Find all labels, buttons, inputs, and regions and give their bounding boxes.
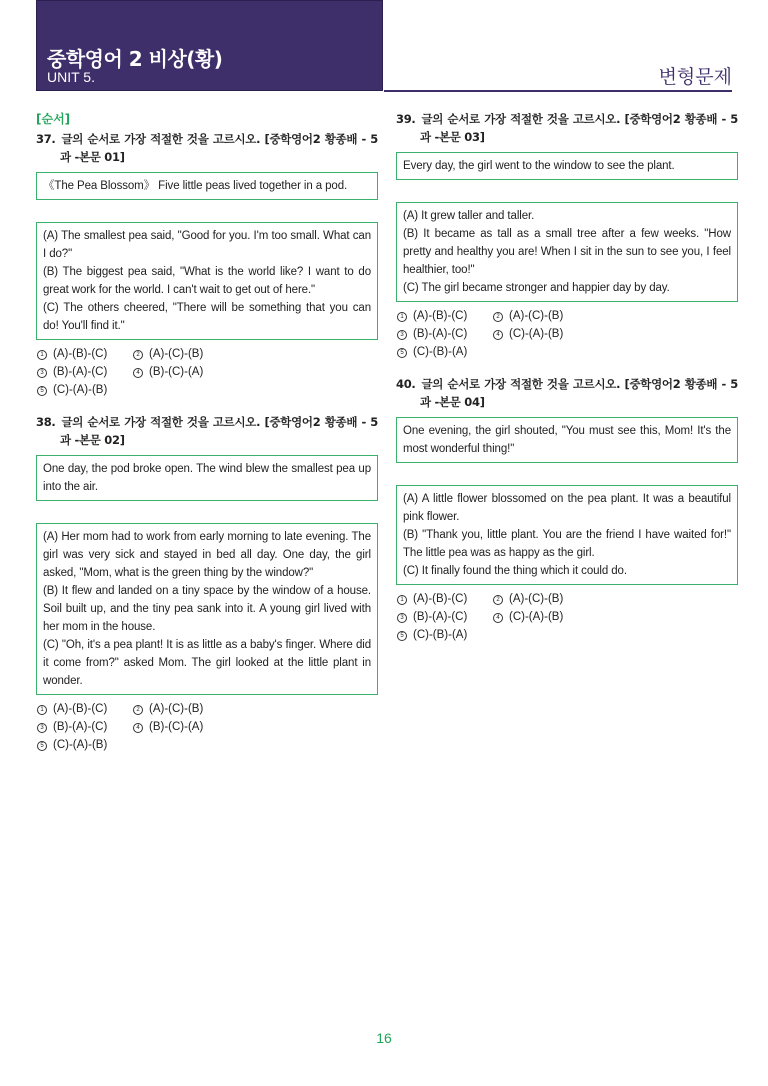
answer-option[interactable] xyxy=(397,307,493,325)
section-title: 변형문제 xyxy=(658,66,732,88)
passage-paragraph: (B) The biggest pea said, "What is the world like? I want to do great work for the world. I can't wait to get out of here." xyxy=(43,266,371,296)
left-column xyxy=(36,110,378,768)
option-number-circle: 5 xyxy=(37,386,47,396)
option-number-circle: 2 xyxy=(493,312,503,322)
passage-paragraphs-box xyxy=(396,202,738,302)
option-text: (A)-(B)-(C) xyxy=(413,310,468,322)
option-text: (A)-(B)-(C) xyxy=(413,593,468,605)
option-text: (C)-(A)-(B) xyxy=(509,328,564,340)
answer-option[interactable] xyxy=(133,363,229,381)
answer-option[interactable] xyxy=(397,626,493,644)
passage-intro-box: One evening, the girl shouted, "You must see this, Mom! It's the most wonderful thing!" xyxy=(396,417,738,463)
option-number-circle: 1 xyxy=(37,705,47,715)
header-divider xyxy=(384,90,732,92)
option-text: (A)-(B)-(C) xyxy=(53,348,108,360)
passage-paragraph: (A) A little flower blossomed on the pea plant. It was a beautiful pink flower. xyxy=(403,493,731,523)
answer-option[interactable] xyxy=(37,700,133,718)
question-number: 40. xyxy=(396,377,416,391)
option-number-circle: 5 xyxy=(397,348,407,358)
question-text: 글의 순서로 가장 적절한 것을 고르시오. [중학영어2 황종배 - 5과 -본문 01] xyxy=(60,132,378,164)
option-text: (A)-(C)-(B) xyxy=(149,348,204,360)
passage-paragraph: (A) The smallest pea said, "Good for you. I'm too small. What can I do?" xyxy=(43,230,371,260)
option-text: (B)-(C)-(A) xyxy=(149,366,204,378)
passage-paragraph: (A) Her mom had to work from early morning to late evening. The girl was very sick and stayed in bed all day. One day, the girl asked, "Mom, what is the green thing by the window?" xyxy=(43,531,371,579)
question-instruction xyxy=(36,413,378,449)
book-title: 중학영어 2 비상(황) xyxy=(47,47,223,71)
question-block xyxy=(36,130,378,399)
passage-intro-box: Every day, the girl went to the window to see the plant. xyxy=(396,152,738,180)
answer-options xyxy=(36,345,378,399)
option-number-circle: 1 xyxy=(397,312,407,322)
answer-option[interactable] xyxy=(397,343,493,361)
option-number-circle: 2 xyxy=(133,350,143,360)
question-text: 글의 순서로 가장 적절한 것을 고르시오. [중학영어2 황종배 - 5과 -본문 02] xyxy=(60,415,378,447)
passage-intro-box: One day, the pod broke open. The wind blew the smallest pea up into the air. xyxy=(36,455,378,501)
question-text: 글의 순서로 가장 적절한 것을 고르시오. [중학영어2 황종배 - 5과 -본문 03] xyxy=(420,112,738,144)
option-text: (C)-(B)-(A) xyxy=(413,629,468,641)
option-number-circle: 5 xyxy=(37,741,47,751)
option-number-circle: 3 xyxy=(37,368,47,378)
question-instruction xyxy=(396,110,738,146)
page-number: 16 xyxy=(376,1030,392,1046)
answer-option[interactable] xyxy=(493,325,589,343)
passage-paragraph: (A) It grew taller and taller. xyxy=(403,210,535,222)
option-text: (C)-(A)-(B) xyxy=(509,611,564,623)
answer-options xyxy=(396,590,738,644)
answer-option[interactable] xyxy=(493,608,589,626)
question-number: 38. xyxy=(36,415,56,429)
option-number-circle: 1 xyxy=(37,350,47,360)
answer-option[interactable] xyxy=(493,590,589,608)
answer-option[interactable] xyxy=(37,718,133,736)
option-number-circle: 4 xyxy=(133,723,143,733)
answer-option[interactable] xyxy=(37,345,133,363)
unit-title: UNIT 5. xyxy=(47,69,95,85)
option-text: (A)-(C)-(B) xyxy=(149,703,204,715)
option-number-circle: 3 xyxy=(397,613,407,623)
answer-option[interactable] xyxy=(133,700,229,718)
answer-option[interactable] xyxy=(133,345,229,363)
question-number: 39. xyxy=(396,112,416,126)
option-number-circle: 4 xyxy=(493,330,503,340)
question-number: 37. xyxy=(36,132,56,146)
passage-paragraph: (C) The others cheered, "There will be something that you can do! You'll find it." xyxy=(43,302,371,332)
question-block xyxy=(36,413,378,754)
answer-option[interactable] xyxy=(397,608,493,626)
answer-option[interactable] xyxy=(397,325,493,343)
passage-paragraphs-box xyxy=(36,523,378,695)
option-text: (B)-(A)-(C) xyxy=(413,611,468,623)
option-number-circle: 3 xyxy=(397,330,407,340)
option-text: (A)-(C)-(B) xyxy=(509,593,564,605)
option-number-circle: 2 xyxy=(493,595,503,605)
option-text: (C)-(A)-(B) xyxy=(53,384,108,396)
question-block xyxy=(396,375,738,644)
answer-option[interactable] xyxy=(37,381,133,399)
option-number-circle: 3 xyxy=(37,723,47,733)
answer-option[interactable] xyxy=(133,718,229,736)
option-number-circle: 2 xyxy=(133,705,143,715)
option-number-circle: 5 xyxy=(397,631,407,641)
question-block xyxy=(396,110,738,361)
option-text: (B)-(C)-(A) xyxy=(149,721,204,733)
option-text: (B)-(A)-(C) xyxy=(53,366,108,378)
answer-option[interactable] xyxy=(37,363,133,381)
passage-paragraphs-box xyxy=(36,222,378,340)
option-text: (C)-(B)-(A) xyxy=(413,346,468,358)
passage-paragraph: (C) The girl became stronger and happier day by day. xyxy=(403,282,670,294)
passage-paragraph: (C) It finally found the thing which it could do. xyxy=(403,565,627,577)
right-column xyxy=(396,110,738,658)
passage-paragraph: (B) It flew and landed on a tiny space by the window of a house. Soil built up, and the tiny pea sank into it. A young girl lived with her mom in the house. xyxy=(43,585,371,633)
option-text: (B)-(A)-(C) xyxy=(413,328,468,340)
option-text: (C)-(A)-(B) xyxy=(53,739,108,751)
option-number-circle: 4 xyxy=(493,613,503,623)
option-number-circle: 4 xyxy=(133,368,143,378)
answer-options xyxy=(396,307,738,361)
answer-option[interactable] xyxy=(493,307,589,325)
answer-option[interactable] xyxy=(37,736,133,754)
option-number-circle: 1 xyxy=(397,595,407,605)
answer-option[interactable] xyxy=(397,590,493,608)
question-instruction xyxy=(36,130,378,166)
option-text: (A)-(C)-(B) xyxy=(509,310,564,322)
passage-intro-box: 《The Pea Blossom》 Five little peas lived together in a pod. xyxy=(36,172,378,200)
header-banner xyxy=(36,0,383,91)
question-text: 글의 순서로 가장 적절한 것을 고르시오. [중학영어2 황종배 - 5과 -본문 04] xyxy=(420,377,738,409)
passage-paragraph: (B) It became as tall as a small tree after a few weeks. "How pretty and healthy you are! When I sit in the sun to see you, I feel healthier, too!" xyxy=(403,228,731,276)
option-text: (B)-(A)-(C) xyxy=(53,721,108,733)
answer-options xyxy=(36,700,378,754)
passage-paragraphs-box xyxy=(396,485,738,585)
section-tag: [순서] xyxy=(36,112,71,126)
passage-paragraph: (C) "Oh, it's a pea plant! It is as little as a baby's finger. Where did it come from?" asked Mom. The girl looked at the little plant in wonder. xyxy=(43,639,371,687)
passage-paragraph: (B) "Thank you, little plant. You are the friend I have waited for!" The little pea was as happy as the girl. xyxy=(403,529,731,559)
question-instruction xyxy=(396,375,738,411)
option-text: (A)-(B)-(C) xyxy=(53,703,108,715)
